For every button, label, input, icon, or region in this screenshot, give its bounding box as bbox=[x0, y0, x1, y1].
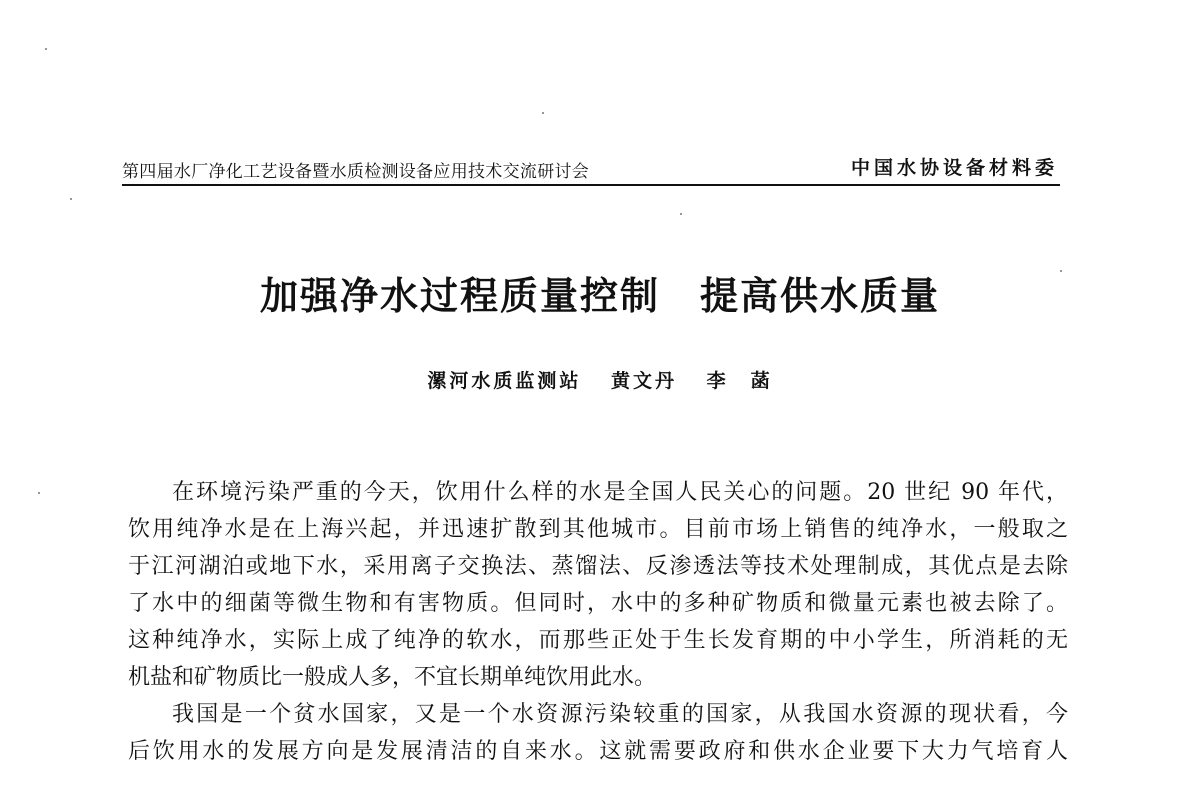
paragraph-line: 我国是一个贫水国家，又是一个水资源污染较重的国家，从我国水资源的现状看，今 bbox=[172, 702, 1068, 727]
paragraph-line: 这种纯净水，实际上成了纯净的软水，而那些正处于生长发育期的中小学生，所消耗的无 bbox=[128, 628, 1068, 653]
paragraph-line: 在环境污染严重的今天，饮用什么样的水是全国人民关心的问题。20 世纪 90 年代， bbox=[172, 480, 1068, 505]
paragraph-line: 机盐和矿物质比一般成人多，不宜长期单纯饮用此水。 bbox=[128, 665, 657, 690]
article-title: 加强净水过程质量控制 提高供水质量 bbox=[259, 273, 940, 318]
byline bbox=[0, 366, 1200, 393]
organization-name: 中国水协设备材料委 bbox=[850, 157, 1058, 179]
affiliation: 漯河水质监测站 bbox=[427, 370, 582, 392]
paragraph-line: 后饮用水的发展方向是发展清洁的自来水。这就需要政府和供水企业要下大力气培育人 bbox=[128, 739, 1068, 764]
scan-speck bbox=[45, 48, 47, 50]
article-body bbox=[128, 474, 1068, 770]
paragraph-line: 了水中的细菌等微生物和有害物质。但同时，水中的多种矿物质和微量元素也被去除了。 bbox=[128, 591, 1068, 616]
scan-speck bbox=[680, 213, 682, 215]
conference-name: 第四届水厂净化工艺设备暨水质检测设备应用技术交流研讨会 bbox=[122, 162, 590, 182]
running-header bbox=[122, 150, 1060, 186]
paragraph-line: 于江河湖泊或地下水，采用离子交换法、蒸馏法、反渗透法等技术处理制成，其优点是去除 bbox=[128, 554, 1068, 579]
paragraph-line: 饮用纯净水是在上海兴起，并迅速扩散到其他城市。目前市场上销售的纯净水，一般取之 bbox=[128, 517, 1068, 542]
scan-speck bbox=[542, 112, 544, 114]
author-name: 李 菡 bbox=[706, 370, 773, 392]
author-name: 黄文丹 bbox=[610, 370, 677, 392]
scan-speck bbox=[38, 492, 40, 494]
scan-speck bbox=[70, 198, 72, 200]
